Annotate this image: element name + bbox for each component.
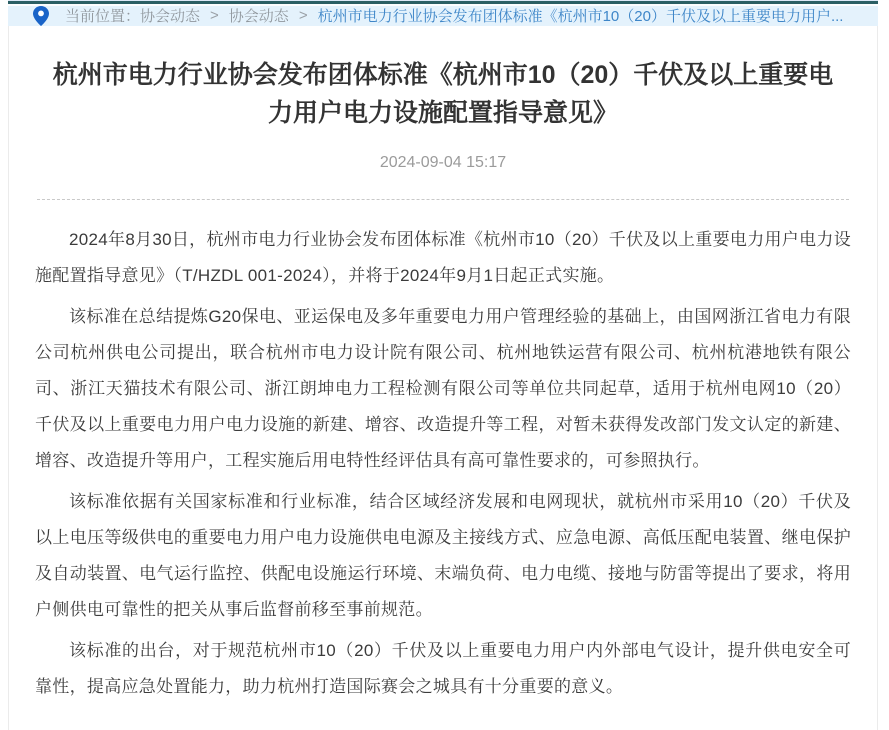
breadcrumb-item-association-news-1[interactable]: 协会动态 xyxy=(140,8,201,26)
article-paragraph: 该标准依据有关国家标准和行业标准，结合区域经济发展和电网现状，就杭州市采用10（20）千伏及以上电压等级供电的重要电力用户电力设施供电电源及主接线方式、应急电源、高低压配电装置、继电保护及自动装置、电气运行监控、供配电设施运行环境、末端负荷、电力电缆、接地与防雷等提出了要求，将用户侧供电可靠性的把关从事后监督前移至事前规范。 xyxy=(35,491,851,619)
breadcrumb-item-current-article[interactable]: 杭州市电力行业协会发布团体标准《杭州市10（20）千伏及以上重要电力用户... xyxy=(317,8,844,26)
article-paragraph: 该标准在总结提炼G20保电、亚运保电及多年重要电力用户管理经验的基础上，由国网浙江省电力有限公司杭州供电公司提出，联合杭州市电力设计院有限公司、杭州地铁运营有限公司、杭州杭港地铁有限公司、浙江天猫技术有限公司、浙江朗坤电力工程检测有限公司等单位共同起草，适用于杭州电网10（20）千伏及以上重要电力用户电力设施的新建、增容、改造提升等工程，对暂未获得发改部门发文认定的新建、增容、改造提升等用户，工程实施后用电特性经评估具有高可靠性要求的，可参照执行。 xyxy=(35,306,851,470)
article-paragraph: 2024年8月30日，杭州市电力行业协会发布团体标准《杭州市10（20）千伏及以上重要电力用户电力设施配置指导意见》（T/HZDL 001-2024），并将于2024年9月1日起正式实施。 xyxy=(35,229,851,285)
article-paragraph: 该标准的出台，对于规范杭州市10（20）千伏及以上重要电力用户内外部电气设计，提升供电安全可靠性，提高应急处置能力，助力杭州打造国际赛会之城具有十分重要的意义。 xyxy=(35,640,851,696)
breadcrumb xyxy=(8,6,878,26)
article-title: 杭州市电力行业协会发布团体标准《杭州市10（20）千伏及以上重要电力用户电力设施配置指导意见》 xyxy=(52,60,834,127)
breadcrumb-prefix-label: 当前位置： xyxy=(65,8,141,26)
breadcrumb-separator: > xyxy=(298,7,308,25)
article-body xyxy=(35,222,851,705)
breadcrumb-item-association-news-2[interactable]: 协会动态 xyxy=(228,8,289,26)
breadcrumb-separator: > xyxy=(210,7,219,25)
location-pin-icon xyxy=(33,6,49,26)
dashed-divider xyxy=(37,199,849,200)
content-panel xyxy=(8,0,878,730)
article-date: 2024-09-04 15:17 xyxy=(379,153,507,171)
article-container xyxy=(8,26,878,730)
